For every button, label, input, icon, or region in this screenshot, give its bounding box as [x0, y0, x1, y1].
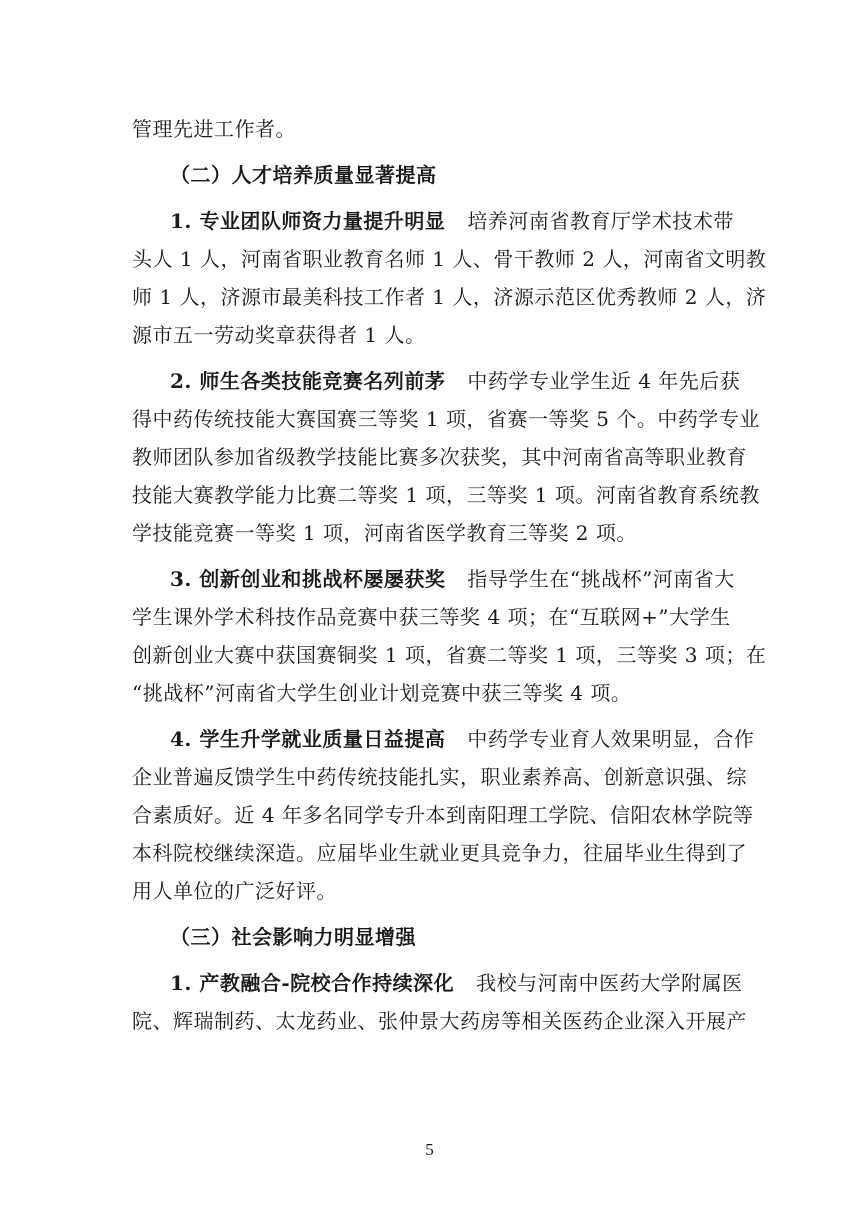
text-line: 源市五一劳动奖章获得者 1 人。 [132, 323, 426, 347]
page-number: 5 [425, 1140, 434, 1159]
paragraph-1-title: 1. 专业团队师资力量提升明显 [170, 209, 446, 233]
text-line: 技能大赛教学能力比赛二等奖 1 项，三等奖 1 项。河南省教育系统教 [132, 483, 760, 507]
text-line: 本科院校继续深造。应届毕业生就业更具竞争力，往届毕业生得到了 [132, 841, 747, 865]
paragraph-3-title: 3. 创新创业和挑战杯屡屡获奖 [170, 567, 446, 591]
paragraph-2-title: 2. 师生各类技能竞赛名列前茅 [170, 369, 446, 393]
section-heading-3: （三）社会影响力明显增强 [170, 925, 416, 949]
paragraph-5-first-line [132, 964, 743, 1002]
text-line: 创新创业大赛中获国赛铜奖 1 项，省赛二等奖 1 项，三等奖 3 项；在 [132, 643, 767, 667]
paragraph-3-text: 指导学生在“挑战杯”河南省大 [467, 567, 735, 591]
paragraph-2-text: 中药学专业学生近 4 年先后获 [467, 369, 741, 393]
text-line: 教师团队参加省级教学技能比赛多次获奖，其中河南省高等职业教育 [132, 445, 747, 469]
paragraph-3-first-line [132, 560, 735, 598]
paragraph-4-text: 中药学专业育人效果明显，合作 [467, 727, 755, 751]
paragraph-4-title: 4. 学生升学就业质量日益提高 [170, 727, 446, 751]
text-line: 师 1 人，济源市最美科技工作者 1 人，济源示范区优秀教师 2 人，济 [132, 285, 767, 309]
text-line: 得中药传统技能大赛国赛三等奖 1 项，省赛一等奖 5 个。中药学专业 [132, 407, 760, 431]
text-line: 用人单位的广泛好评。 [132, 879, 337, 903]
text-line: 企业普遍反馈学生中药传统技能扎实，职业素养高、创新意识强、综 [132, 765, 747, 789]
document-body [132, 110, 767, 1040]
text-line: 头人 1 人，河南省职业教育名师 1 人、骨干教师 2 人，河南省文明教 [132, 247, 767, 271]
paragraph-4-first-line [132, 720, 755, 758]
text-line: 学技能竞赛一等奖 1 项，河南省医学教育三等奖 2 项。 [132, 521, 637, 545]
text-line: 合素质好。近 4 年多名同学专升本到南阳理工学院、信阳农林学院等 [132, 803, 754, 827]
paragraph-2-first-line [132, 362, 741, 400]
text-line: “挑战杯”河南省大学生创业计划竞赛中获三等奖 4 项。 [132, 681, 632, 705]
paragraph-1-text: 培养河南省教育厅学术技术带 [467, 209, 734, 233]
section-heading-2: （二）人才培养质量显著提高 [170, 163, 437, 187]
text-line: 学生课外学术科技作品竞赛中获三等奖 4 项；在“互联网+”大学生 [132, 605, 731, 629]
text-line: 管理先进工作者。 [132, 117, 296, 141]
paragraph-1-first-line [132, 202, 734, 240]
paragraph-5-text: 我校与河南中医药大学附属医 [476, 971, 743, 995]
text-line: 院、辉瑞制药、太龙药业、张仲景大药房等相关医药企业深入开展产 [132, 1009, 747, 1033]
paragraph-5-title: 1. 产教融合-院校合作持续深化 [170, 971, 455, 995]
